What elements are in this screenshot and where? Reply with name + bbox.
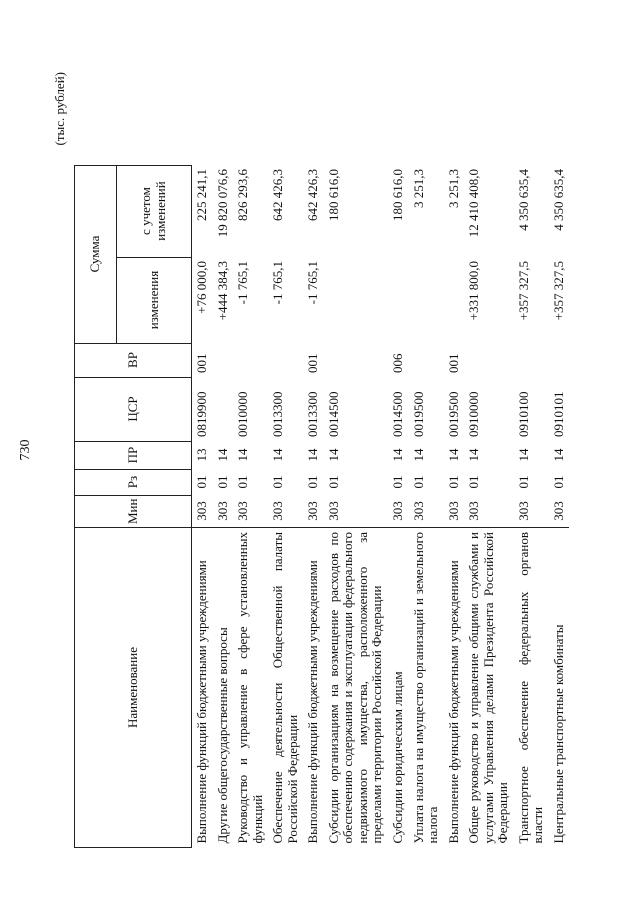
row-csr: 0910000	[466, 391, 482, 438]
table-row	[464, 165, 514, 847]
row-change: -1 765,1	[305, 261, 321, 305]
row-rz: 01	[515, 475, 531, 489]
row-change	[409, 257, 444, 343]
row-pr: 14	[390, 448, 406, 462]
row-pr: 14	[466, 448, 482, 462]
row-name: Выполнение функций бюджетными учреждениями	[303, 528, 324, 848]
row-change	[388, 257, 409, 343]
row-pr: 14	[515, 448, 531, 462]
row-csr: 0910101	[550, 391, 566, 438]
row-min: 303	[445, 501, 461, 521]
row-min: 303	[214, 501, 230, 521]
row-vr: 001	[305, 353, 321, 374]
header-changes: изменения	[117, 257, 192, 343]
row-total: 4 350 635,4	[515, 169, 531, 231]
row-min: 303	[466, 501, 482, 521]
row-name: Субсидии юридическим лицам	[388, 528, 409, 848]
table-row	[213, 165, 234, 847]
row-rz: 01	[194, 475, 209, 489]
header-pr: ПР	[75, 441, 192, 469]
row-rz: 01	[235, 475, 251, 489]
header-rz: Рз	[75, 469, 192, 495]
row-csr: 0013300	[305, 391, 321, 438]
row-total: 642 426,3	[305, 169, 321, 222]
row-rz: 01	[270, 475, 286, 489]
row-rz: 01	[410, 475, 426, 489]
row-total: 642 426,3	[270, 169, 286, 222]
row-rz: 01	[325, 475, 341, 489]
row-vr: 001	[445, 353, 461, 374]
row-min: 303	[410, 501, 426, 521]
row-pr: 14	[235, 448, 251, 462]
row-vr: 001	[194, 353, 209, 374]
table-row	[444, 165, 465, 847]
header-with-changes: с учетом изменений	[117, 165, 192, 257]
row-rz: 01	[305, 475, 321, 489]
row-change: +76 000,0	[194, 261, 209, 314]
header-vr: ВР	[75, 343, 192, 377]
row-name: Выполнение функций бюджетными учреждениями	[444, 528, 465, 848]
table-row	[303, 165, 324, 847]
row-pr: 13	[194, 448, 209, 462]
row-total: 4 350 635,4	[550, 169, 566, 231]
table-row	[549, 165, 570, 847]
table-row	[192, 165, 213, 847]
row-csr: 0019500	[445, 391, 461, 438]
row-total: 12 410 408,0	[466, 169, 482, 238]
row-csr: 0819900	[194, 391, 209, 438]
row-total: 826 293,6	[235, 169, 251, 222]
header-sum: Сумма	[75, 165, 117, 343]
row-rz: 01	[466, 475, 482, 489]
page-number: 730	[18, 439, 33, 461]
row-change: -1 765,1	[270, 261, 286, 305]
header-csr: ЦСР	[75, 377, 192, 441]
row-total: 180 616,0	[390, 169, 406, 222]
row-min: 303	[270, 501, 286, 521]
row-csr: 0910100	[515, 391, 531, 438]
table-row	[388, 165, 409, 847]
row-name: Руководство и управление в сфере установленных функций	[233, 528, 268, 848]
row-min: 303	[235, 501, 251, 521]
row-name: Транспортное обеспечение федеральных органов власти	[514, 528, 549, 848]
row-name: Выполнение функций бюджетными учреждениями	[192, 528, 213, 848]
table-row	[514, 165, 549, 847]
row-change: +444 384,3	[214, 261, 230, 321]
row-total: 225 241,1	[194, 169, 209, 222]
row-csr: 0019500	[410, 391, 426, 438]
row-pr: 14	[550, 448, 566, 462]
row-rz: 01	[390, 475, 406, 489]
header-name: Наименование	[75, 528, 192, 848]
row-csr: 0014500	[390, 391, 406, 438]
row-pr: 14	[325, 448, 341, 462]
table-header	[75, 165, 192, 847]
row-min: 303	[550, 501, 566, 521]
row-pr: 14	[214, 448, 230, 462]
row-pr: 14	[270, 448, 286, 462]
table-row	[409, 165, 444, 847]
row-min: 303	[194, 501, 209, 521]
row-total: 180 616,0	[325, 169, 341, 222]
row-total: 3 251,3	[445, 169, 461, 209]
units-label: (тыс. рублей)	[52, 72, 67, 146]
table-row	[233, 165, 268, 847]
row-rz: 01	[214, 475, 230, 489]
row-change	[324, 257, 388, 343]
row-change	[444, 257, 465, 343]
row-csr	[213, 377, 234, 441]
row-name: Обеспечение деятельности Общественной палаты Российской Федерации	[268, 528, 303, 848]
row-vr	[409, 343, 444, 377]
row-vr: 006	[390, 353, 406, 374]
table-row	[268, 165, 303, 847]
row-vr	[549, 343, 570, 377]
row-rz: 01	[445, 475, 461, 489]
row-total: 19 820 076,6	[214, 169, 230, 238]
row-change: -1 765,1	[235, 261, 251, 305]
row-change: +357 327,5	[550, 261, 566, 321]
row-csr: 0014500	[325, 391, 341, 438]
header-min: Мин	[75, 495, 192, 527]
row-vr	[464, 343, 514, 377]
row-min: 303	[305, 501, 321, 521]
row-pr: 14	[410, 448, 426, 462]
row-vr	[514, 343, 549, 377]
row-name: Общее руководство и управление общими службами и услугами Управления делами Президента Российской Федерации	[464, 528, 514, 848]
row-change: +331 800,0	[466, 261, 482, 321]
row-csr: 0010000	[235, 391, 251, 438]
row-name: Субсидии организациям на возмещение расходов по обеспечению содержания и эксплуатации федерального недвижимого имущества, расположенного за пределами территории Российской Федерации	[324, 528, 388, 848]
row-min: 303	[515, 501, 531, 521]
table-body	[192, 165, 570, 847]
budget-table	[74, 165, 569, 848]
row-pr: 14	[305, 448, 321, 462]
row-name: Другие общегосударственные вопросы	[213, 528, 234, 848]
row-total: 3 251,3	[410, 169, 426, 209]
row-csr: 0013300	[270, 391, 286, 438]
row-pr: 14	[445, 448, 461, 462]
row-change: +357 327,5	[515, 261, 531, 321]
row-vr	[213, 343, 234, 377]
row-vr	[268, 343, 303, 377]
row-name: Уплата налога на имущество организаций и земельного налога	[409, 528, 444, 848]
row-min: 303	[325, 501, 341, 521]
row-name: Центральные транспортные комбинаты	[549, 528, 570, 848]
row-min: 303	[390, 501, 406, 521]
row-vr	[324, 343, 388, 377]
row-vr	[233, 343, 268, 377]
table-row	[324, 165, 388, 847]
row-rz: 01	[550, 475, 566, 489]
